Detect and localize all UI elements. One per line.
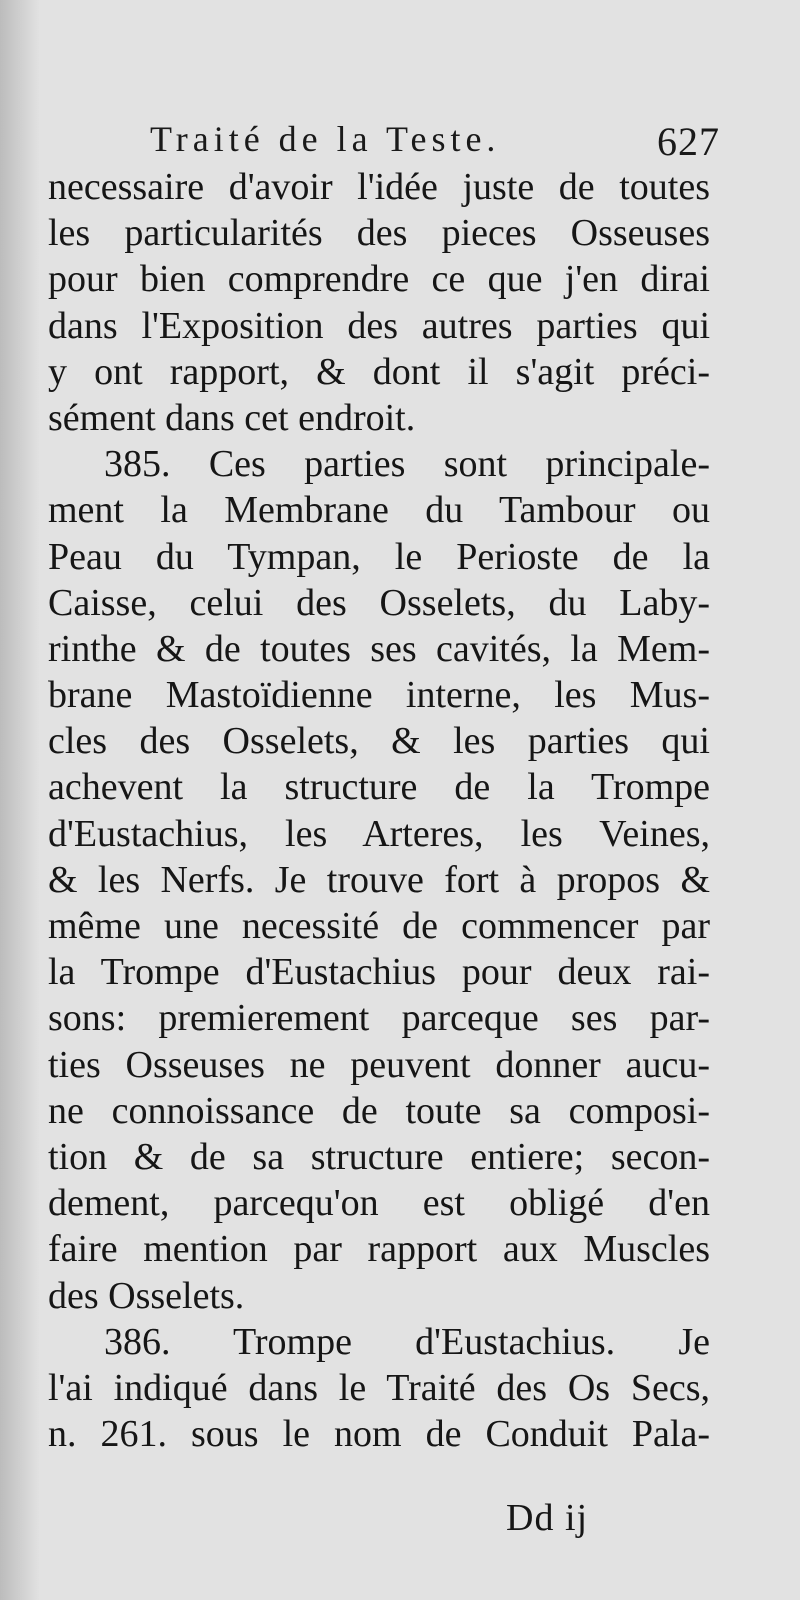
text-line: rinthe & de toutes ses cavités, la Mem- [48,627,710,670]
text-line: sément dans cet endroit. [48,396,416,439]
text-line: ment la Membrane du Tambour ou [48,489,710,532]
text-line: même une necessité de commencer par [48,905,710,947]
text-line: des Osselets. [48,1274,245,1317]
text-line: sons: premierement parceque ses par- [48,997,710,1040]
text-line: faire mention par rapport aux Muscles [48,1228,710,1271]
text-line: n. 261. sous le nom de Conduit Pala- [48,1413,710,1456]
text-line: pour bien comprendre ce que j'en dirai [48,258,710,301]
text-line: ne connoissance de toute sa composi- [48,1089,710,1132]
text-line: ties Osseuses ne peuvent donner aucu- [48,1043,710,1086]
text-line: cles des Osselets, & les parties qui [48,720,710,763]
text-line: dement, parcequ'on est obligé d'en [48,1182,710,1225]
text-line: tion & de sa structure entiere; secon- [48,1135,710,1178]
text-line: dans l'Exposition des autres parties qui [48,304,710,347]
text-line: & les Nerfs. Je trouve fort à propos & [48,858,710,901]
text-line: Peau du Tympan, le Perioste de la [48,535,710,578]
text-line: l'ai indiqué dans le Traité des Os Secs, [48,1366,710,1409]
body-text [48,164,710,1457]
text-line: Caisse, celui des Osselets, du Laby- [48,581,710,624]
text-line: achevent la structure de la Trompe [48,766,710,809]
text-line: y ont rapport, & dont il s'agit préci- [48,350,710,393]
paragraph-386-start: 386. Trompe d'Eustachius. Je [104,1320,710,1363]
text-line: brane Mastoïdienne interne, les Mus- [48,674,710,717]
running-head [150,108,720,168]
paragraph-385-start: 385. Ces parties sont principale- [104,443,710,486]
running-title: Traité de la Teste. [150,119,501,159]
text-line: la Trompe d'Eustachius pour deux rai- [48,951,710,994]
page-gutter-shadow [0,0,40,1600]
text-line: les particularités des pieces Osseuses [48,212,710,255]
text-line: d'Eustachius, les Arteres, les Veines, [48,812,710,855]
text-line: necessaire d'avoir l'idée juste de toutes [48,166,710,208]
catchword-signature: Dd ij [506,1497,589,1539]
page-number: 627 [657,119,720,164]
